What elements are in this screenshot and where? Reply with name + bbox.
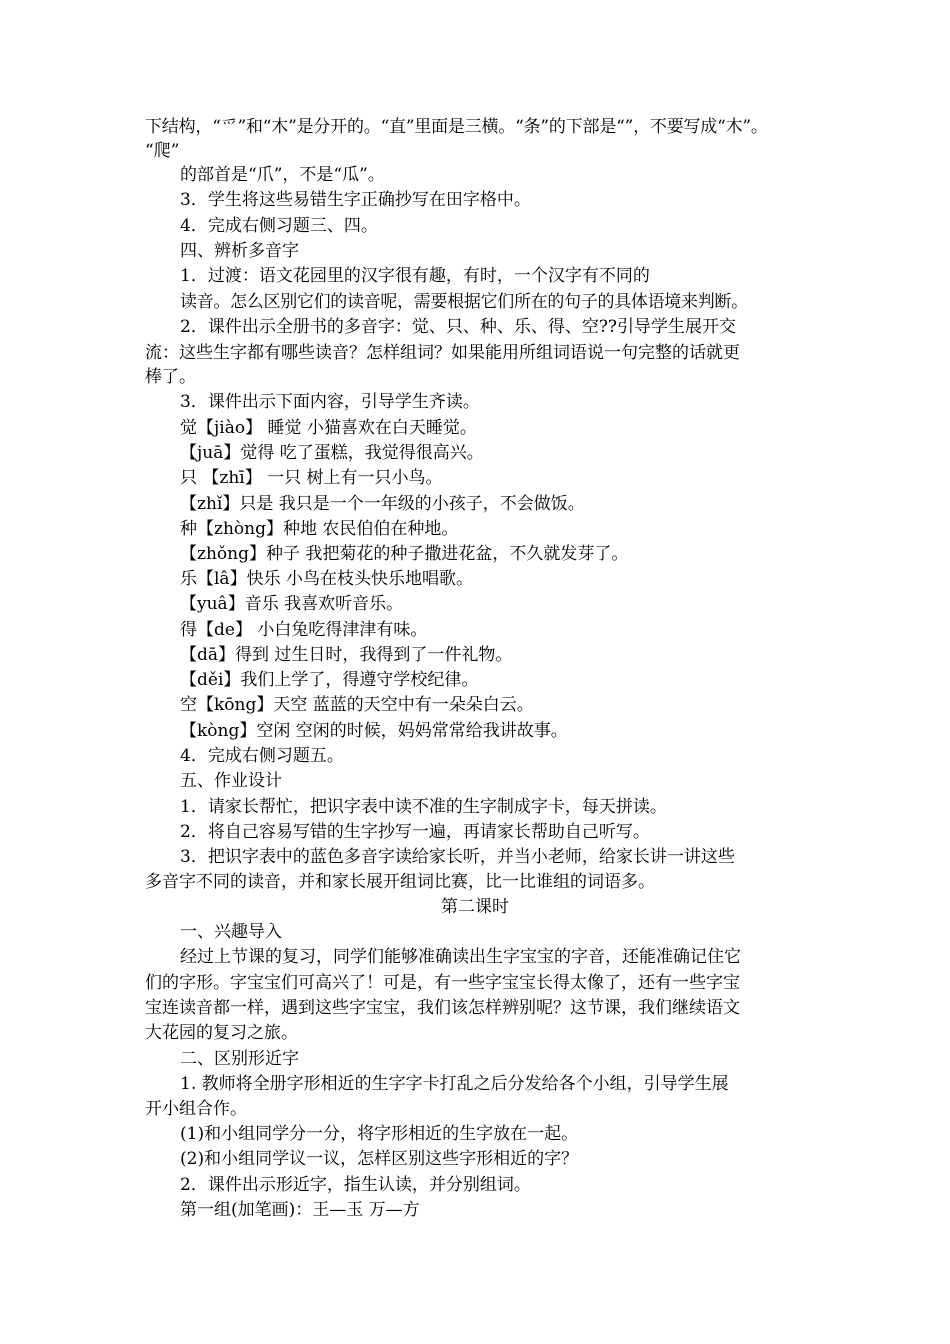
text-line: (2)和小组同学议一议，怎样区别这些字形相近的字？: [180, 1149, 579, 1169]
section-heading: 二、区别形近字: [180, 1049, 299, 1069]
text-line: 读音。怎么区别它们的读音呢，需要根据它们所在的句子的具体语境来判断。: [180, 292, 748, 312]
text-line: 1．过渡：语文花园里的汉字很有趣，有时，一个汉字有不同的: [180, 266, 650, 286]
text-line: 3．学生将这些易错生字正确抄写在田字格中。: [180, 190, 531, 210]
text-line: (1)和小组同学分一分，将字形相近的生字放在一起。: [180, 1124, 579, 1144]
text-line: 3．把识字表中的蓝色多音字读给家长听，并当小老师，给家长讲一讲这些: [180, 847, 735, 867]
text-line: 4．完成右侧习题三、四。: [180, 216, 378, 236]
text-line: 【yuâ】音乐 我喜欢听音乐。: [180, 594, 404, 614]
text-line: 1．请家长帮忙，把识字表中读不准的生字制成字卡，每天拼读。: [180, 797, 667, 817]
text-line: 开小组合作。: [145, 1099, 247, 1119]
text-line: 3．课件出示下面内容，引导学生齐读。: [180, 392, 480, 412]
text-line: 【kòng】空闲 空闲的时候，妈妈常常给我讲故事。: [180, 721, 568, 741]
text-line: 宝连读音都一样，遇到这些字宝宝，我们该怎样辨别呢？这节课，我们继续语文: [145, 998, 740, 1018]
text-line: 们的字形。字宝宝们可高兴了！可是，有一些字宝宝长得太像了，还有一些字宝: [145, 973, 740, 993]
text-line: 多音字不同的读音，并和家长展开组词比赛，比一比谁组的词语多。: [145, 872, 655, 892]
text-line: 下结构，“爫”和“木”是分开的。“直”里面是三横。“条”的下部是“”，不要写成“木”。: [145, 117, 768, 137]
lesson-title: 第二课时: [441, 897, 509, 917]
section-heading: 五、作业设计: [180, 771, 282, 791]
text-line: 【dā】得到 过生日时，我得到了一件礼物。: [180, 645, 513, 665]
text-line: 只 【zhī】 一只 树上有一只小鸟。: [180, 468, 443, 488]
text-line: “爬”: [145, 141, 180, 161]
text-line: 大花园的复习之旅。: [145, 1023, 298, 1043]
text-line: 4．完成右侧习题五。: [180, 746, 344, 766]
section-heading: 一、兴趣导入: [180, 922, 282, 942]
text-line: 2．课件出示形近字，指生认读，并分别组词。: [180, 1175, 531, 1195]
text-line: 【juā】觉得 吃了蛋糕，我觉得很高兴。: [180, 443, 484, 463]
text-line: 【zhǐ】只是 我只是一个一年级的小孩子，不会做饭。: [180, 494, 585, 514]
text-line: 第一组(加笔画)：王—玉 万—方: [180, 1200, 420, 1220]
text-line: 2．课件出示全册书的多音字：觉、只、种、乐、得、空??引导学生展开交: [180, 317, 737, 337]
text-line: 棒了。: [145, 367, 196, 387]
text-line: 得【de】 小白兔吃得津津有味。: [180, 620, 428, 640]
text-line: 2．将自己容易写错的生字抄写一遍，再请家长帮助自己听写。: [180, 822, 650, 842]
text-line: 【děi】我们上学了，得遵守学校纪律。: [180, 670, 479, 690]
section-heading: 四、辨析多音字: [180, 241, 299, 261]
text-line: 种【zhòng】种地 农民伯伯在种地。: [180, 519, 459, 539]
text-line: 流：这些生字都有哪些读音？怎样组词？如果能用所组词语说一句完整的话就更: [145, 343, 740, 363]
text-line: 1. 教师将全册字形相近的生字字卡打乱之后分发给各个小组，引导学生展: [180, 1074, 729, 1094]
text-line: 觉【jiào】 睡觉 小猫喜欢在白天睡觉。: [180, 418, 477, 438]
text-line: 经过上节课的复习，同学们能够准确读出生字宝宝的字音，还能准确记住它: [180, 947, 741, 967]
text-line: 【zhǒng】种子 我把菊花的种子撒进花盆，不久就发芽了。: [180, 544, 629, 564]
text-line: 乐【lâ】快乐 小鸟在枝头快乐地唱歌。: [180, 569, 473, 589]
text-line: 的部首是“爪”，不是“瓜”。: [180, 165, 385, 185]
text-line: 空【kōng】天空 蓝蓝的天空中有一朵朵白云。: [180, 695, 534, 715]
